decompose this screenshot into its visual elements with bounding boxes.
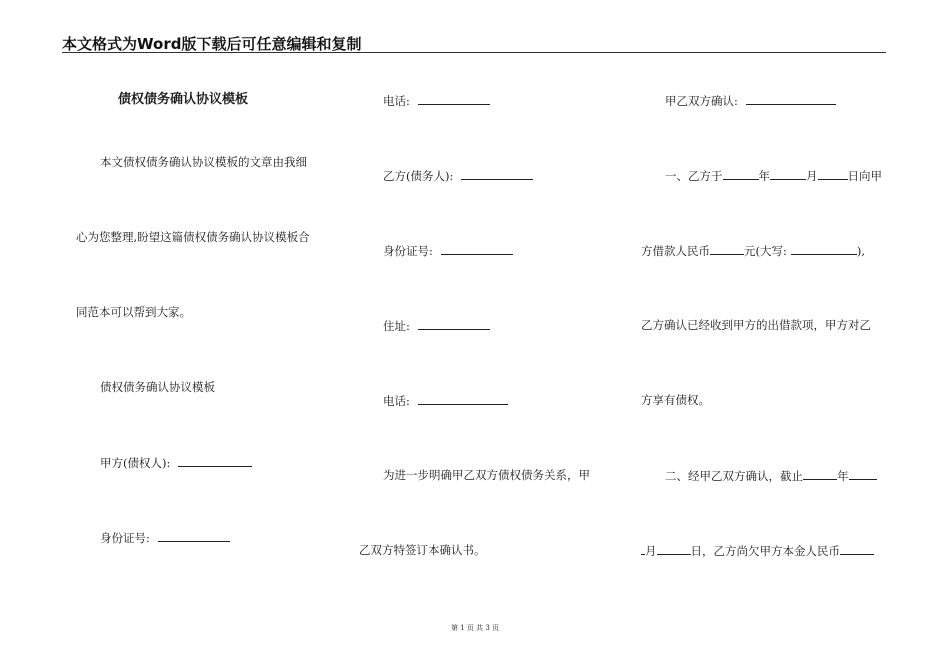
purpose-line-2: 乙双方特签订本确认书。: [359, 543, 486, 557]
amount-words-blank: [791, 243, 857, 255]
party-a-id-blank: [158, 530, 230, 542]
address-label: 住址:: [383, 319, 410, 333]
clause-2-line-1: [665, 468, 877, 483]
clause-1-line-4: 方享有债权。: [641, 393, 710, 407]
banner-divider: [62, 52, 886, 53]
phone2-blank: [418, 393, 508, 405]
clause-2-line-2: [641, 543, 874, 558]
phone-label: 电话:: [383, 94, 410, 108]
clause-1-text-c: 月: [806, 169, 818, 183]
clause-1-text-e: 方借款人民币: [641, 244, 710, 258]
clause-1-line-1: [665, 168, 882, 183]
party-a-id-label: 身份证号:: [100, 531, 150, 545]
clause-2-text-b: 年: [837, 469, 849, 483]
clause-2-month-blank: [849, 468, 877, 480]
party-b-blank: [461, 168, 533, 180]
confirm-label: 甲乙双方确认:: [665, 94, 738, 108]
clause-1-line-3: 乙方确认已经收到甲方的出借款项，甲方对乙: [641, 318, 871, 332]
party-a-id-line: [100, 530, 230, 545]
clause-2-year-blank: [803, 468, 837, 480]
clause-2-text-c: 月: [645, 544, 657, 558]
intro-line-1: 本文债权债务确认协议模板的文章由我细: [100, 155, 307, 169]
purpose-line-1: 为进一步明确甲乙双方债权债务关系，甲: [383, 468, 590, 482]
month-blank: [770, 168, 806, 180]
download-banner: 本文格式为Word版下载后可任意编辑和复制: [62, 35, 362, 53]
principal-blank: [840, 543, 874, 555]
party-b-line: [383, 168, 533, 183]
party-b-id-label: 身份证号:: [383, 244, 433, 258]
clause-1-line-2: [641, 243, 865, 258]
clause-2-text-a: 二、经甲乙双方确认，截止: [665, 469, 803, 483]
clause-2-day-blank: [657, 543, 691, 555]
section-subtitle: 债权债务确认协议模板: [100, 380, 215, 394]
clause-2-text-d: 日，乙方尚欠甲方本金人民币: [690, 544, 840, 558]
day-blank: [818, 168, 848, 180]
party-a-phone-line: [383, 93, 490, 108]
party-b-label: 乙方(债务人):: [383, 169, 454, 183]
phone2-label: 电话:: [383, 394, 410, 408]
party-b-address-line: [383, 318, 490, 333]
party-b-phone-line: [383, 393, 508, 408]
party-b-id-blank: [441, 243, 513, 255]
party-a-line: [100, 455, 252, 470]
party-a-label: 甲方(债权人):: [100, 456, 171, 470]
confirm-line: [665, 93, 836, 108]
party-a-blank: [178, 455, 252, 467]
year-blank: [723, 168, 759, 180]
party-b-id-line: [383, 243, 513, 258]
page-number: 第 1 页 共 3 页: [450, 624, 500, 632]
document-title: 债权债务确认协议模板: [118, 92, 249, 107]
confirm-blank: [746, 93, 836, 105]
clause-1-text-a: 一、乙方于: [665, 169, 723, 183]
clause-1-text-g: ),: [856, 244, 866, 258]
phone-blank: [418, 93, 490, 105]
intro-line-3: 同范本可以帮到大家。: [76, 305, 191, 319]
clause-1-text-b: 年: [758, 169, 770, 183]
clause-1-text-f: 元(大写:: [744, 244, 787, 258]
clause-1-text-d: 日向甲: [847, 169, 882, 183]
intro-line-2: 心为您整理,盼望这篇债权债务确认协议模板合: [76, 230, 310, 244]
address-blank: [418, 318, 490, 330]
amount-blank: [710, 243, 744, 255]
